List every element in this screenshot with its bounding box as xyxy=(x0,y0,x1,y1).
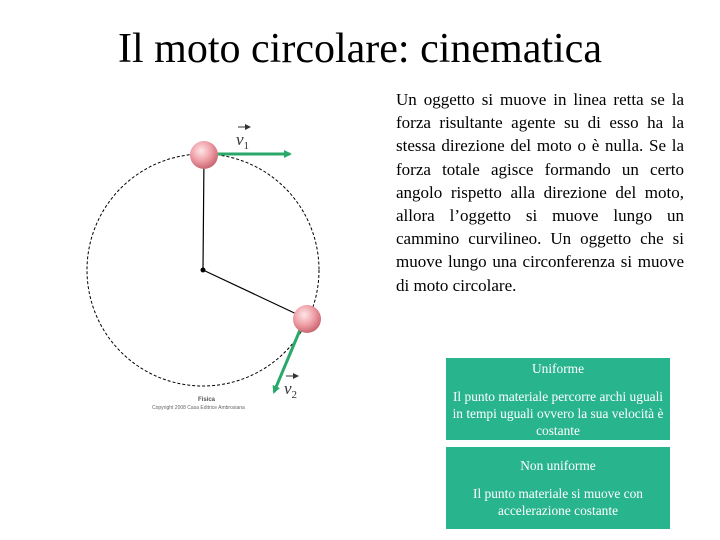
circular-motion-diagram xyxy=(60,118,360,428)
description-paragraph: Un oggetto si muove in linea retta se la forza risultante agente su di esso ha la stessa direzione del moto o è nulla. Se la forza totale agisce formando un certo angolo rispetto alla direzione del moto, allora l’oggetto si muove lungo un cammino curvilineo. Un oggetto che si muove lungo una circonferenza si muove di moto circolare. xyxy=(396,90,684,295)
ball-1 xyxy=(190,141,218,169)
radius-line-2 xyxy=(203,270,305,318)
ball-2 xyxy=(293,305,321,333)
uniform-motion-label: Uniforme xyxy=(531,361,585,376)
center-point xyxy=(201,268,206,273)
uniform-motion-description: Il punto materiale percorre archi uguali in tempi uguali ovvero la sua velocità è costante xyxy=(452,389,664,438)
figure-caption-copyright: Copyright 2008 Casa Editrice Ambrosiana xyxy=(152,405,245,411)
non-uniform-motion-box xyxy=(446,447,670,529)
figure-caption-title: Fisica xyxy=(198,397,216,403)
radius-line-1 xyxy=(203,155,204,270)
circular-motion-figure xyxy=(60,118,360,428)
non-uniform-motion-description: Il punto materiale si muove con accelerazione costante xyxy=(473,486,643,518)
v1-label: $v_1$ xyxy=(236,130,250,152)
v2-label: $v_2$ xyxy=(284,379,298,401)
slide-title: Il moto circolare: cinematica xyxy=(118,26,602,72)
uniform-motion-box xyxy=(446,358,670,440)
non-uniform-motion-label: Non uniforme xyxy=(520,458,596,473)
